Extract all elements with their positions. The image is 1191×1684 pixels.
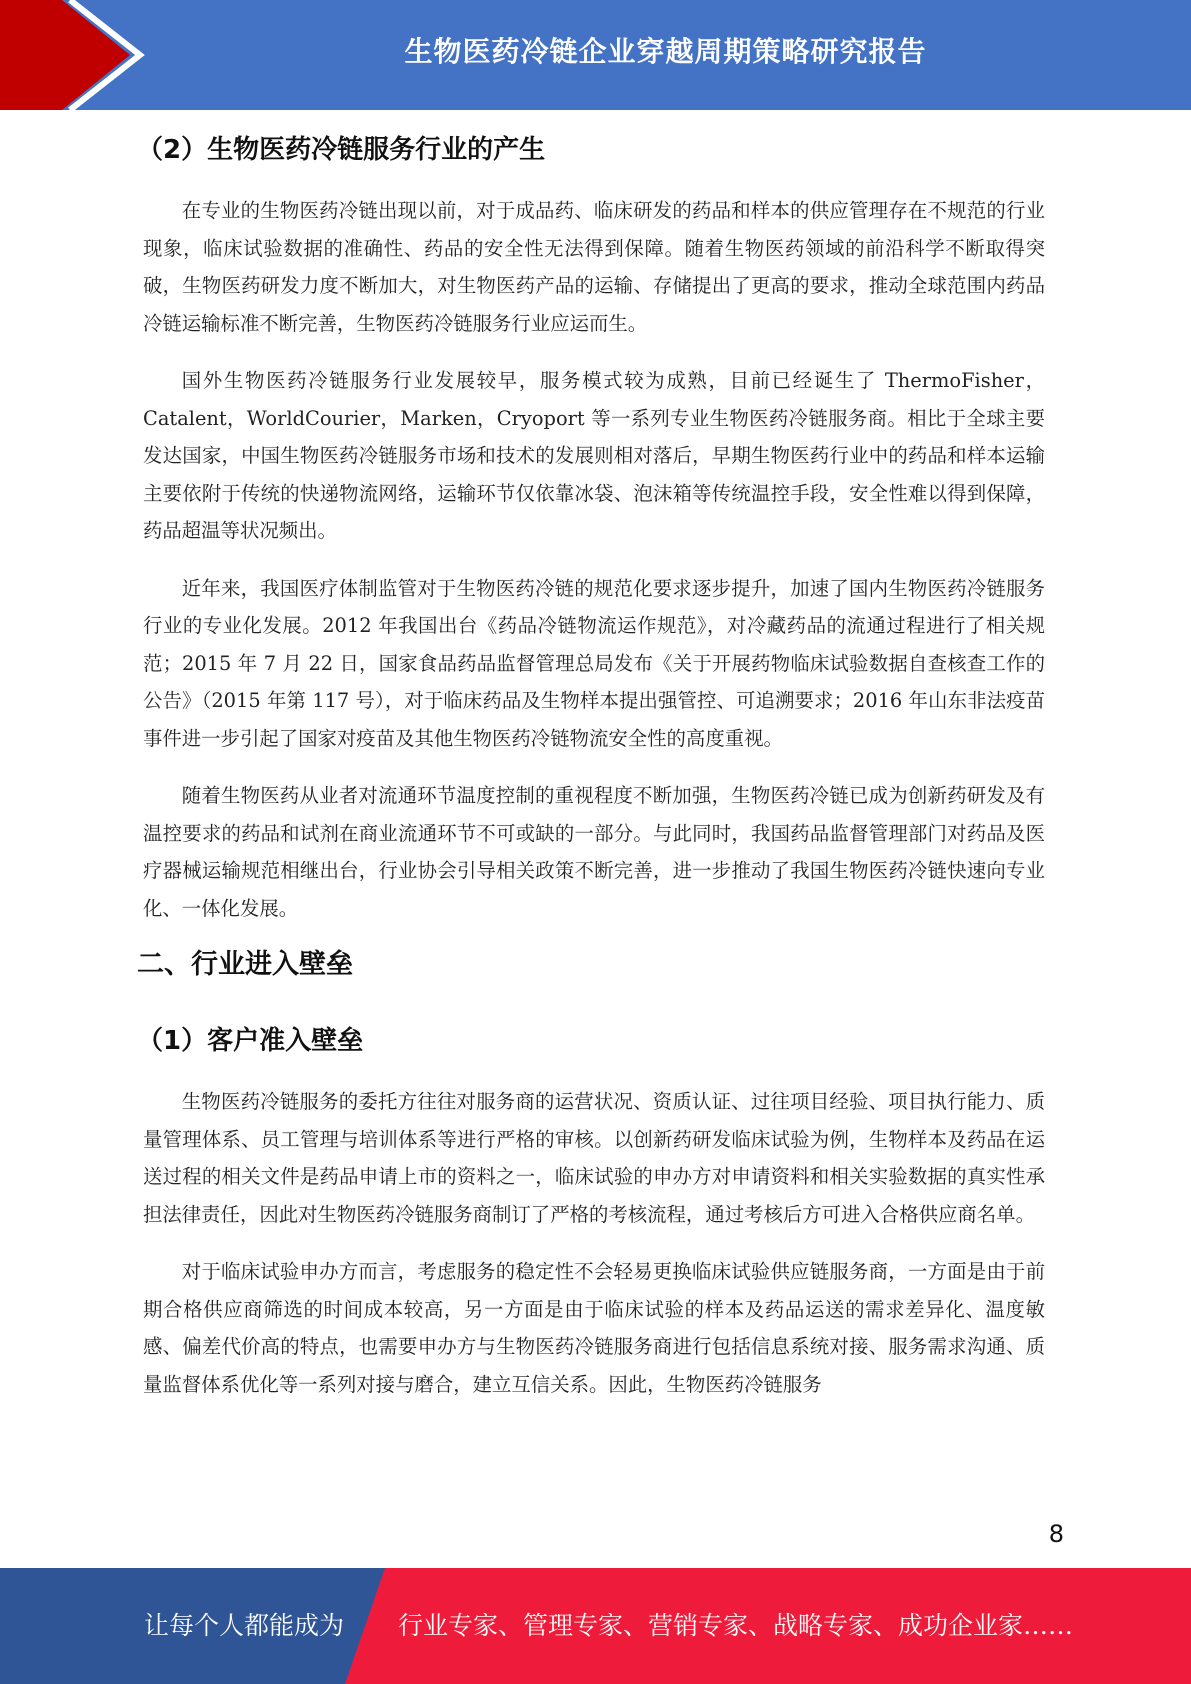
header-bar bbox=[0, 0, 1191, 110]
footer-slogan-left: 让每个人都能成为 bbox=[144, 1611, 345, 1640]
footer-banner bbox=[0, 1568, 1191, 1684]
section-heading-2: 二、行业进入壁垒 bbox=[137, 949, 353, 980]
paragraph: 随着生物医药从业者对流通环节温度控制的重视程度不断加强，生物医药冷链已成为创新药研发及有温控要求的药品和试剂在商业流通环节不可或缺的一部分。与此同时，我国药品监督管理部门对药品及医疗器械运输规范相继出台，行业协会引导相关政策不断完善，进一步推动了我国生物医药冷链快速向专业化、一体化发展。 bbox=[143, 784, 1045, 920]
paragraph: 生物医药冷链服务的委托方往往对服务商的运营状况、资质认证、过往项目经验、项目执行能力、质量管理体系、员工管理与培训体系等进行严格的审核。以创新药研发临床试验为例，生物样本及药品在运送过程的相关文件是药品申请上市的资料之一，临床试验的申办方对申请资料和相关实验数据的真实性承担法律责任，因此对生物医药冷链服务商制订了严格的考核流程，通过考核后方可进入合格供应商名单。 bbox=[143, 1090, 1045, 1226]
footer-slogan-right: 行业专家、管理专家、营销专家、战略专家、成功企业家…… bbox=[398, 1611, 1074, 1640]
section-heading-2-1: （1）客户准入壁垒 bbox=[137, 1026, 364, 1056]
paragraph: 对于临床试验申办方而言，考虑服务的稳定性不会轻易更换临床试验供应链服务商，一方面是由于前期合格供应商筛选的时间成本较高，另一方面是由于临床试验的样本及药品运送的需求差异化、温度敏感、偏差代价高的特点，也需要申办方与生物医药冷链服务商进行包括信息系统对接、服务需求沟通、质量监督体系优化等一系列对接与磨合，建立互信关系。因此，生物医药冷链服务 bbox=[143, 1260, 1045, 1396]
section-heading-1-2: （2）生物医药冷链服务行业的产生 bbox=[137, 135, 546, 165]
paragraph: 在专业的生物医药冷链出现以前，对于成品药、临床研发的药品和样本的供应管理存在不规范的行业现象，临床试验数据的准确性、药品的安全性无法得到保障。随着生物医药领域的前沿科学不断取得突破，生物医药研发力度不断加大，对生物医药产品的运输、存储提出了更高的要求，推动全球范围内药品冷链运输标准不断完善，生物医药冷链服务行业应运而生。 bbox=[143, 199, 1045, 335]
report-title: 生物医药冷链企业穿越周期策略研究报告 bbox=[404, 35, 927, 68]
header-arrow-decoration bbox=[0, 0, 150, 110]
page-number: 8 bbox=[1048, 1520, 1064, 1548]
paragraph: 近年来，我国医疗体制监管对于生物医药冷链的规范化要求逐步提升，加速了国内生物医药冷链服务行业的专业化发展。2012 年我国出台《药品冷链物流运作规范》，对冷藏药品的流通过程进行了相关规范；2015 年 7 月 22 日，国家食品药品监督管理总局发布《关于开展药物临床试验数据自查核查工作的公告》（2015 年第 117 号），对于临床药品及生物样本提出强管控、可追溯要求；2016 年山东非法疫苗事件进一步引起了国家对疫苗及其他生物医药冷链物流安全性的高度重视。 bbox=[143, 576, 1045, 750]
paragraph: 国外生物医药冷链服务行业发展较早，服务模式较为成熟，目前已经诞生了 ThermoFisher，Catalent，WorldCourier，Marken，Cryoport 等一系列专业生物医药冷链服务商。相比于全球主要发达国家，中国生物医药冷链服务市场和技术的发展则相对落后，早期生物医药行业中的药品和样本运输主要依附于传统的快递物流网络，运输环节仅依靠冰袋、泡沫箱等传统温控手段，安全性难以得到保障，药品超温等状况频出。 bbox=[143, 369, 1045, 542]
page-content bbox=[137, 124, 1045, 1403]
